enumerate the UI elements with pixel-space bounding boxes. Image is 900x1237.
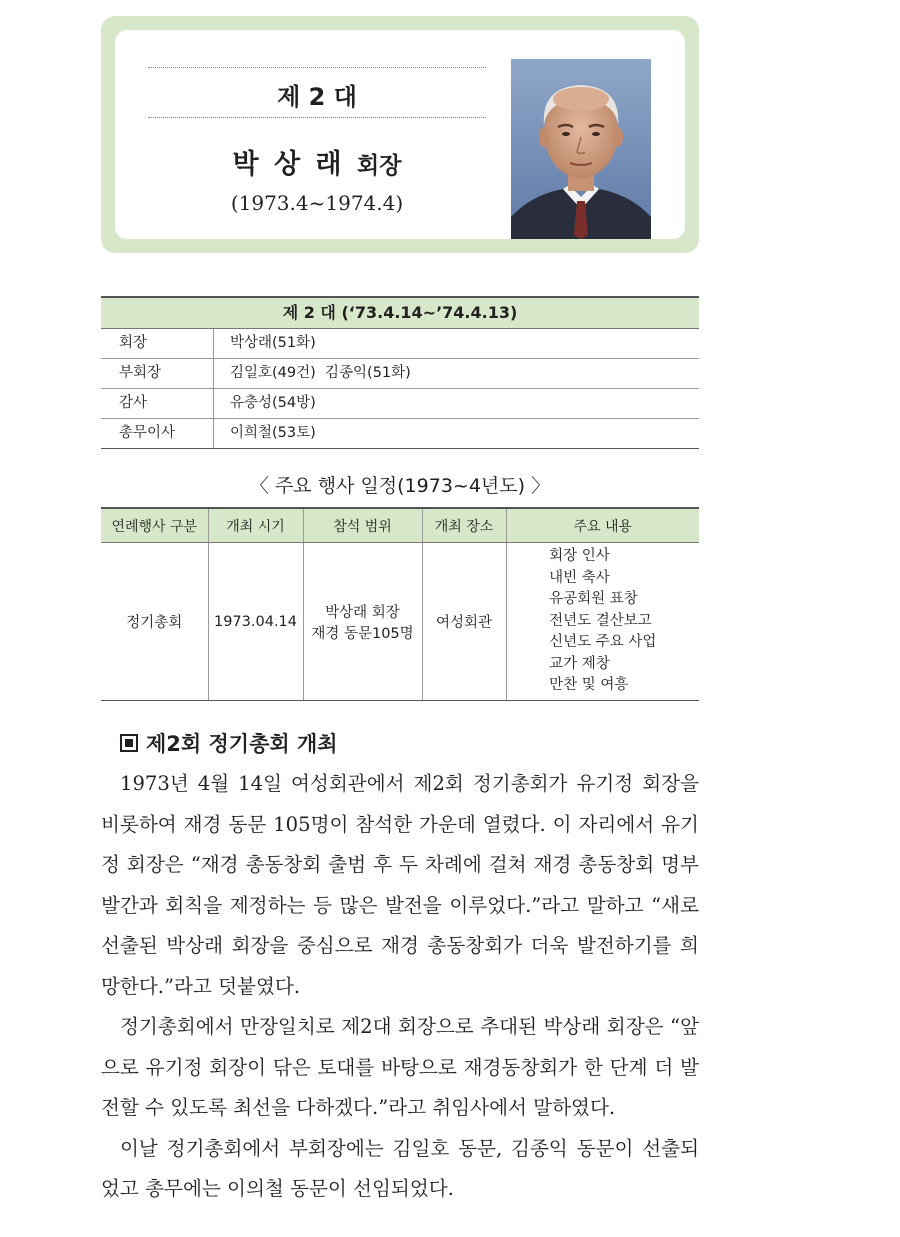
officer-row-auditor: [101, 389, 699, 419]
portrait-image: [511, 59, 651, 239]
table-row: [101, 543, 699, 701]
officer-names: 유충성(54방): [230, 395, 316, 411]
list-item: 내빈 축사: [549, 569, 610, 586]
schedule-title: 〈 주요 행사 일정(1973~4년도) 〉: [249, 475, 551, 497]
officer-role: 부회장: [101, 359, 214, 388]
officer-names: 김일호(49건) 김종익(51화): [230, 365, 411, 381]
attendees-line: 박상래 회장: [325, 604, 400, 621]
square-bullet-icon: [120, 734, 138, 752]
column-header: 주요 내용: [506, 508, 699, 543]
schedule-header-row: [101, 508, 699, 543]
list-item: 유공회원 표창: [549, 591, 638, 608]
list-item: 만찬 및 여흥: [549, 677, 629, 694]
article-paragraph: 정기총회에서 만장일치로 제2대 회장으로 추대된 박상래 회장은 “앞으로 유기정 회장이 닦은 토대를 바탕으로 재경동창회가 한 단계 더 발전할 수 있도록 최선을 다하겠다.”라고 취임사에서 말하였다.: [101, 1015, 699, 1119]
president-card-inner: [115, 30, 685, 239]
officer-role: 회장: [101, 329, 214, 358]
list-item: 신년도 주요 사업: [549, 634, 657, 651]
list-item: 전년도 결산보고: [549, 612, 652, 629]
officer-names: 이희철(53토): [230, 425, 316, 441]
officer-names: 박상래(51화): [230, 335, 316, 351]
officer-row-president: [101, 329, 699, 359]
attendees-line: 재경 동문105명: [311, 625, 414, 642]
article-paragraph: 이날 정기총회에서 부회장에는 김일호 동문, 김종익 동문이 선출되었고 총무에는 이의철 동문이 선임되었다.: [101, 1136, 699, 1200]
event-venue: 여성회관: [422, 543, 506, 701]
officer-role: 총무이사: [101, 419, 214, 448]
article-paragraph: 1973년 4월 14일 여성회관에서 제2회 정기총회가 유기정 회장을 비롯하여 재경 동문 105명이 참석한 가운데 열렸다. 이 자리에서 유기정 회장은 “재경 총동창회 출범 후 두 차례에 걸쳐 재경 총동창회 명부 발간과 회칙을 제정하는 등 많은 발전을 이루었다.”라고 말하고 “새로 선출된 박상래 회장을 중심으로 재경 총동창회가 더욱 발전하기를 희망한다.”라고 덧붙였다.: [101, 772, 699, 998]
officers-table: [101, 296, 699, 449]
event-type: 정기총회: [101, 543, 208, 701]
article-body: [101, 764, 699, 1210]
event-attendees: [303, 543, 422, 701]
divider-dotted: [148, 117, 486, 118]
officer-row-general-affairs: [101, 419, 699, 449]
article-heading-text: 제2회 정기총회 개최: [146, 732, 338, 756]
president-card: [101, 16, 699, 253]
officers-table-title: 제 2 대 (‘73.4.14~’74.4.13): [101, 296, 699, 329]
president-portrait-photo: [511, 59, 651, 239]
column-header: 연례행사 구분: [101, 508, 208, 543]
officer-role: 감사: [101, 389, 214, 418]
list-item: 교가 제창: [549, 655, 610, 672]
column-header: 참석 범위: [303, 508, 422, 543]
column-header: 개최 장소: [422, 508, 506, 543]
article-heading: [120, 728, 338, 758]
schedule-table: [101, 507, 699, 701]
president-term-period: (1973.4~1974.4): [230, 191, 404, 215]
president-name: [148, 142, 486, 181]
column-header: 개최 시기: [208, 508, 303, 543]
term-label: 제 2 대: [277, 83, 357, 111]
president-title: 회장: [357, 153, 402, 179]
event-date: 1973.04.14: [208, 543, 303, 701]
event-contents: [506, 543, 699, 701]
president-name-text: 박 상 래: [232, 149, 345, 180]
list-item: 회장 인사: [549, 548, 610, 565]
officer-row-vice-president: [101, 359, 699, 389]
contents-list: [549, 546, 656, 697]
divider-dotted: [148, 67, 486, 68]
